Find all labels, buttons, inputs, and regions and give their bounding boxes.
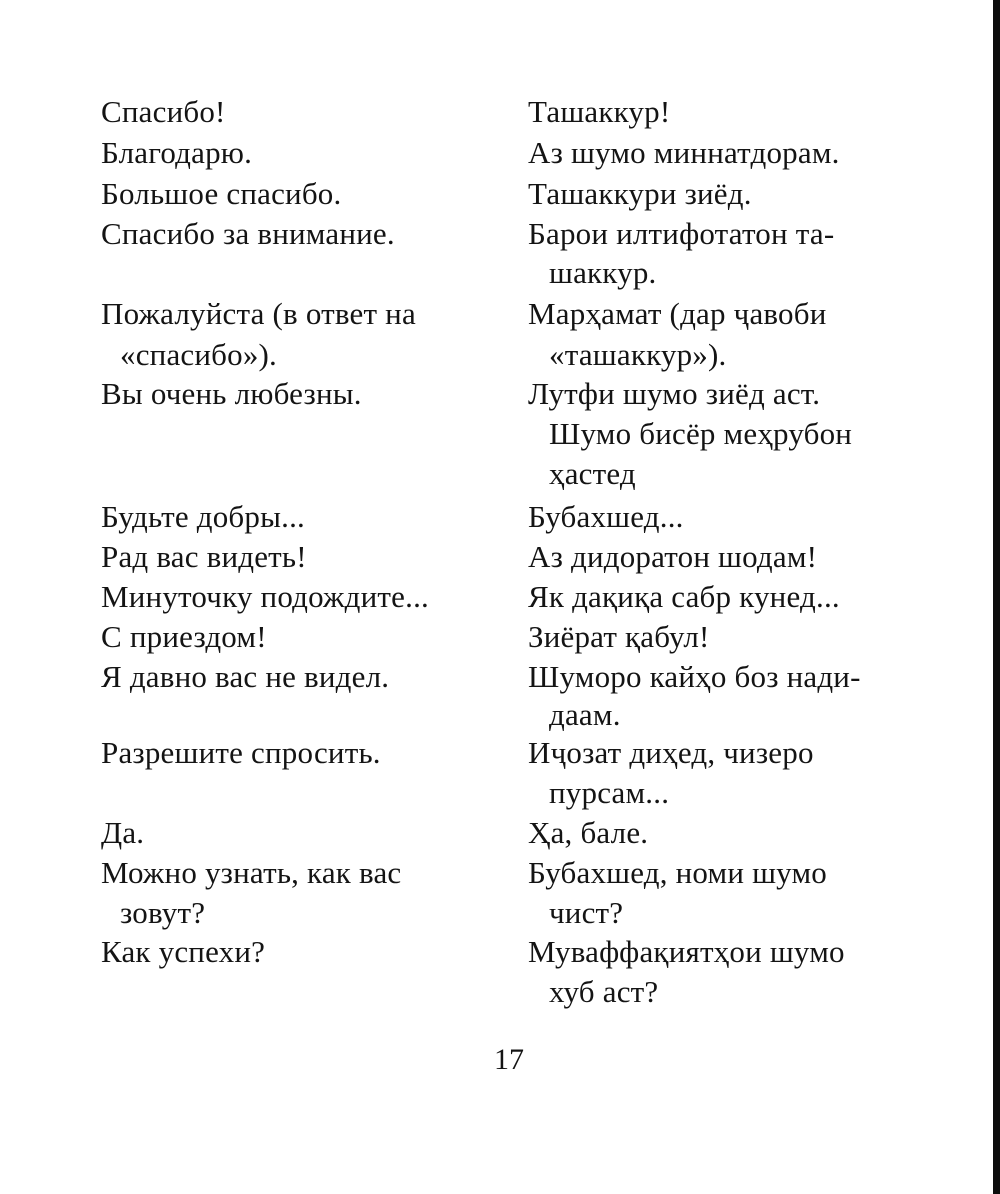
tg-phrase-line: Ташаккур! (528, 94, 671, 129)
ru-phrase-line: Я давно вас не видел. (101, 659, 390, 694)
tg-phrase-line: чист? (549, 895, 624, 930)
tg-phrase-line: Зиёрат қабул! (528, 619, 710, 654)
ru-phrase-line: «спасибо»). (120, 337, 278, 372)
tg-phrase-line: «ташаккур»). (549, 337, 727, 372)
tg-phrase-line: Марҳамат (дар ҷавоби (528, 296, 827, 331)
tg-phrase-line: Шуморо кайҳо боз нади- (528, 659, 861, 694)
tg-phrase-line: Як дақиқа сабр кунед... (528, 579, 840, 614)
ru-phrase-line: Как успехи? (101, 934, 266, 969)
tg-phrase-line: Шумо бисёр меҳрубон (549, 416, 853, 451)
ru-phrase-line: Да. (101, 815, 145, 850)
tg-phrase-line: Барои илтифотатон та- (528, 216, 835, 251)
ru-phrase-line: Вы очень любезны. (101, 376, 362, 411)
tg-phrase-line: Ҳа, бале. (528, 815, 649, 850)
page-edge (993, 0, 1000, 1194)
tg-phrase-line: Муваффақиятҳои шумо (528, 934, 845, 969)
ru-phrase-line: Рад вас видеть! (101, 539, 307, 574)
ru-phrase-line: Можно узнать, как вас (101, 855, 402, 890)
tg-phrase-line: Иҷозат диҳед, чизеро (528, 735, 814, 770)
tg-phrase-line: Аз шумо миннатдорам. (528, 135, 840, 170)
ru-phrase-line: Спасибо за внимание. (101, 216, 395, 251)
ru-phrase-line: Пожалуйста (в ответ на (101, 296, 416, 331)
tg-phrase-line: Бубахшед... (528, 499, 684, 534)
tg-phrase-line: шаккур. (549, 255, 657, 290)
page-number: 17 (494, 1043, 524, 1076)
tg-phrase-line: Лутфи шумо зиёд аст. (528, 376, 821, 411)
ru-phrase-line: Минуточку подождите... (101, 579, 429, 614)
tg-phrase-line: ҳастед (549, 456, 636, 491)
ru-phrase-line: Будьте добры... (101, 499, 305, 534)
ru-phrase-line: Спасибо! (101, 94, 226, 129)
ru-phrase-line: Разрешите спросить. (101, 735, 381, 770)
tg-phrase-line: Бубахшед, номи шумо (528, 855, 827, 890)
ru-phrase-line: Большое спасибо. (101, 176, 342, 211)
tg-phrase-line: Ташаккури зиёд. (528, 176, 752, 211)
tg-phrase-line: Аз дидоратон шодам! (528, 539, 818, 574)
tg-phrase-line: хуб аст? (549, 974, 659, 1009)
tg-phrase-line: пурсам... (549, 775, 670, 810)
ru-phrase-line: С приездом! (101, 619, 267, 654)
tg-phrase-line: даам. (549, 697, 621, 732)
ru-phrase-line: зовут? (120, 895, 206, 930)
ru-phrase-line: Благодарю. (101, 135, 253, 170)
